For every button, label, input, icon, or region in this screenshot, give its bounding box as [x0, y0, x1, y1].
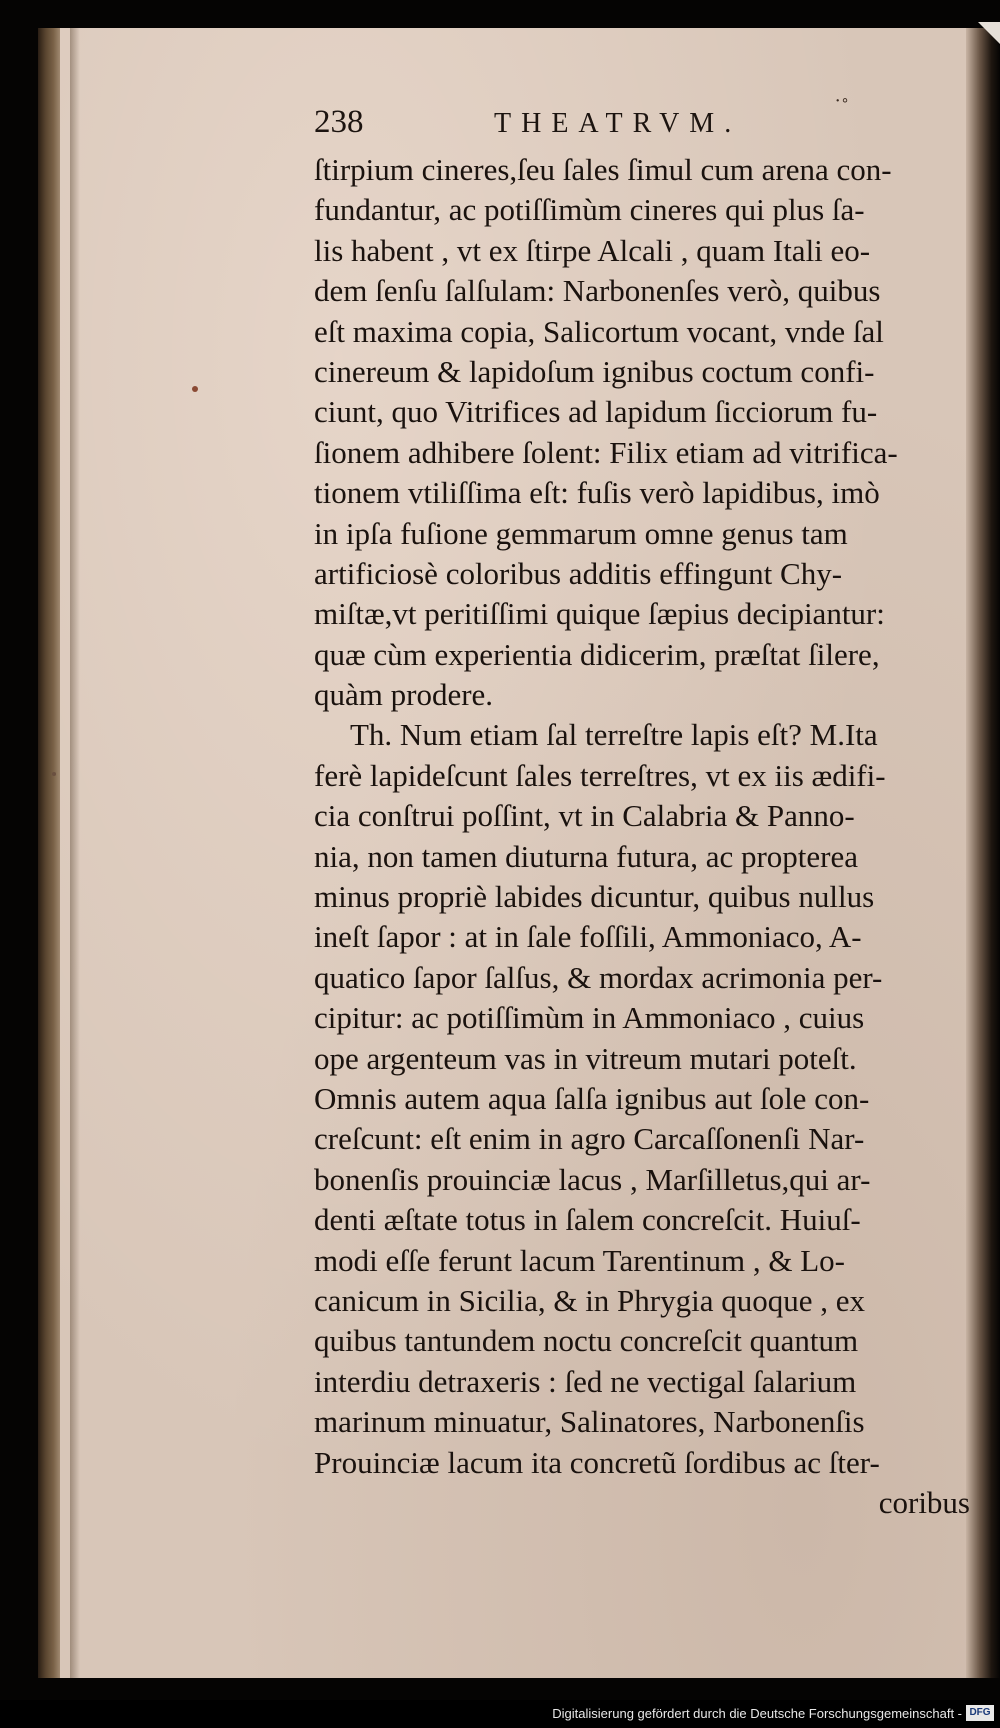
text-line: cia conſtrui poſſint, vt in Calabria & Panno- [314, 798, 855, 834]
catchword: coribus [878, 1484, 970, 1520]
text-line: nia, non tamen diuturna futura, ac propterea [314, 838, 858, 874]
text-line: modi eſſe ferunt lacum Tarentinum , & Lo- [314, 1242, 845, 1278]
text-line: canicum in Sicilia, & in Phrygia quoque , ex [314, 1282, 866, 1318]
dfg-logo: DFG [966, 1705, 994, 1721]
page-header [314, 94, 914, 144]
ink-speck [52, 772, 56, 776]
funding-credit: Digitalisierung gefördert durch die Deutsche Forschungsgemeinschaft - [552, 1706, 962, 1721]
text-line: creſcunt: eſt enim in agro Carcaſſonenſi Nar- [314, 1121, 865, 1157]
text-line: quatico ſapor ſalſus, & mordax acrimonia per- [314, 959, 883, 995]
text-line: cipitur: ac potiſſimùm in Ammoniaco , cuius [314, 1000, 865, 1036]
text-line: in ipſa fuſione gemmarum omne genus tam [314, 515, 848, 551]
text-line: interdiu detraxeris : ſed ne vectigal ſalarium [314, 1363, 857, 1399]
text-line: Prouinciæ lacum ita concretũ ſordibus ac ſter- [314, 1444, 880, 1480]
text-line: bonenſis prouinciæ lacus , Marſilletus,qui ar- [314, 1161, 871, 1197]
page-number: 238 [314, 104, 364, 140]
text-line: ſtirpium cineres,ſeu ſales ſimul cum arena con- [314, 152, 892, 187]
text-line: marinum minuatur, Salinatores, Narbonenſis [314, 1404, 865, 1440]
text-line: eſt maxima copia, Salicortum vocant, vnde ſal [314, 313, 884, 349]
text-line: dem ſenſu ſalſulam: Narbonenſes verò, quibus [314, 273, 881, 309]
footer-bar [0, 1700, 1000, 1728]
text-line: fundantur, ac potiſſimùm cineres qui plus ſa- [314, 192, 865, 228]
text-line: ferè lapideſcunt ſales terreſtres, vt ex iis ædifi- [314, 757, 886, 793]
text-line: ineſt ſapor : at in ſale foſſili, Ammoniaco, A- [314, 919, 862, 955]
corner-fold [978, 22, 1000, 44]
text-line: artificiosè coloribus additis effingunt Chy- [314, 555, 843, 591]
text-line: ſionem adhibere ſolent: Filix etiam ad vitrifica- [314, 434, 898, 470]
ink-speck [192, 386, 198, 392]
spine-shadow [70, 28, 80, 1678]
running-title: THEATRVM. [494, 108, 742, 139]
text-line: minus propriè labides dicuntur, quibus nullus [314, 879, 875, 915]
text-line: quæ cùm experientia didicerim, præſtat ſilere, [314, 636, 880, 672]
body-text [314, 150, 972, 1523]
text-line: quàm prodere. [314, 677, 494, 713]
text-line: ciunt, quo Vitrifices ad lapidum ſicciorum fu- [314, 394, 878, 430]
text-line: miſtæ,vt peritiſſimi quique ſæpius decipiantur: [314, 596, 885, 632]
text-line: tionem vtiliſſima eſt: fuſis verò lapidibus, imò [314, 475, 880, 511]
pencil-mark: ˙˚ [834, 94, 849, 119]
text-line: cinereum & lapidoſum ignibus coctum confi- [314, 353, 875, 389]
text-line: lis habent , vt ex ſtirpe Alcali , quam Itali eo- [314, 232, 871, 268]
text-line: denti æſtate totus in ſalem concreſcit. Huiuſ- [314, 1202, 861, 1238]
text-line: Th. Num etiam ſal terreſtre lapis eſt? M.Ita [350, 717, 878, 753]
text-line: ope argenteum vas in vitreum mutari poteſt. [314, 1040, 857, 1076]
text-line: quibus tantundem noctu concreſcit quantum [314, 1323, 859, 1359]
text-line: Omnis autem aqua ſalſa ignibus aut ſole con- [314, 1080, 870, 1116]
